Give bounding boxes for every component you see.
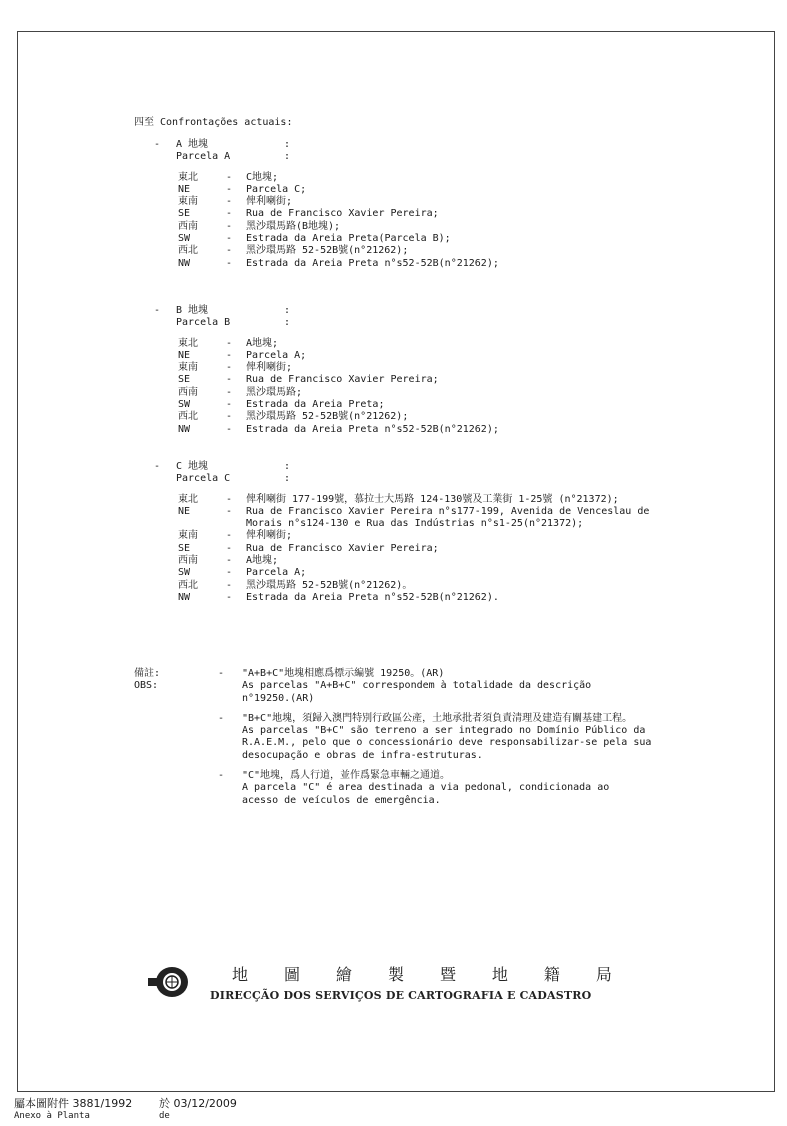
parcel-label-pt: Parcela B <box>176 317 231 329</box>
annex-label-pt: Anexo à Planta <box>14 1111 90 1121</box>
confrontation-row: NW - Estrada da Areia Preta n°s52-52B(n°21262); <box>178 257 499 269</box>
confrontation-row: 西北 - 黑沙環馬路 52-52B號(n°21262)。 <box>178 579 413 591</box>
parcel-label-pt: Parcela C <box>176 473 231 485</box>
confrontation-row: NW - Estrada da Areia Preta n°s52-52B(n°21262); <box>178 423 499 435</box>
confrontation-list <box>178 172 706 270</box>
annex-de: de <box>159 1111 170 1121</box>
notes-section <box>134 668 694 815</box>
confrontation-row: 西北 - 黑沙環馬路 52-52B號(n°21262); <box>178 245 409 257</box>
confrontation-row: NE - Parcela A; <box>178 349 307 361</box>
confrontation-row: 西北 - 黑沙環馬路 52-52B號(n°21262); <box>178 411 409 423</box>
confrontation-row: 西南 - 黑沙環馬路(B地塊); <box>178 220 341 232</box>
confrontation-row: 東南 - 俾利喇街; <box>178 530 293 542</box>
confrontation-row: SE - Rua de Francisco Xavier Pereira; <box>178 208 439 220</box>
section-heading: 四至 Confrontações actuais: <box>134 117 293 128</box>
parcel-colon: : <box>284 461 291 472</box>
parcel-colon: : <box>284 473 291 485</box>
parcel-colon: : <box>284 305 291 316</box>
org-name-pt: DIRECÇÃO DOS SERVIÇOS DE CARTOGRAFIA E CADASTRO <box>210 989 592 1002</box>
bullet-dash: - <box>154 461 161 472</box>
note-item: 備註: OBS: - "A+B+C"地塊相應爲標示編號 19250。(AR) As parcelas "A+B+C" correspondem à totalidade da descrição n°19250.(AR) <box>134 668 694 705</box>
note-text: "B+C"地塊，須歸入澳門特別行政區公產，土地承批者須負責清理及建造有關基建工程。 As parcelas "B+C" são terreno a ser integrado no Domínio Público da R.A.E.M., pelo que o concessionário deve responsabilizar-se pela sua desocupação e obras de infra-estruturas. <box>242 712 652 761</box>
parcel-label-zh: C 地塊 <box>176 461 209 472</box>
annex-number: 屬本圖附件 3881/1992 <box>14 1097 133 1110</box>
confrontation-row: NW - Estrada da Areia Preta n°s52-52B(n°21262). <box>178 591 499 603</box>
confrontation-row: 東北 - A地塊; <box>178 337 279 349</box>
confrontation-row: 東北 - C地塊; <box>178 171 279 183</box>
confrontation-row: SE - Rua de Francisco Xavier Pereira; <box>178 374 439 386</box>
confrontation-row: SW - Parcela A; <box>178 567 307 579</box>
confrontation-row: 東北 - 俾利喇街 177-199號，慕拉士大馬路 124-130號及工業街 1-25號 (n°21372); <box>178 493 619 505</box>
note-text: "A+B+C"地塊相應爲標示編號 19250。(AR) As parcelas "A+B+C" correspondem à totalidade da descrição n°19250.(AR) <box>242 668 592 704</box>
parcel-label-zh: A 地塊 <box>176 139 209 150</box>
confrontation-row: 東南 - 俾利喇街; <box>178 196 293 208</box>
confrontation-row: SW - Estrada da Areia Preta(Parcela B); <box>178 233 451 245</box>
confrontation-row: NE - Parcela C; <box>178 183 307 195</box>
confrontation-row: 西南 - 黑沙環馬路; <box>178 386 303 398</box>
annex-date: 於 03/12/2009 <box>159 1097 237 1110</box>
notes-label: 備註: OBS: <box>134 668 161 692</box>
confrontation-row: SE - Rua de Francisco Xavier Pereira; <box>178 542 439 554</box>
org-name-zh: 地 圖 繪 製 暨 地 籍 局 <box>232 965 612 984</box>
note-text: "C"地塊，爲人行道，並作爲緊急車輛之通道。 A parcela "C" é area destinada a via pedonal, condicionada ao acesso de veículos de emergência. <box>242 770 610 806</box>
note-item: - "B+C"地塊，須歸入澳門特別行政區公產，土地承批者須負責清理及建造有關基建工程。 As parcelas "B+C" são terreno a ser integrado no Domínio Público da R.A.E.M., pelo que o concessionário deve responsabilizar-se pela sua desocupação e obras de infra-estruturas. <box>134 713 694 762</box>
parcel-label-zh: B 地塊 <box>176 305 209 316</box>
confrontation-row: 東南 - 俾利喇街; <box>178 362 293 374</box>
parcel-label-pt: Parcela A <box>176 151 231 163</box>
parcel-c-block <box>154 461 706 604</box>
confrontation-row: 西南 - A地塊; <box>178 555 279 567</box>
confrontation-row: SW - Estrada da Areia Preta; <box>178 399 385 411</box>
footer-annex <box>14 1098 237 1122</box>
bullet-dash: - <box>154 305 161 316</box>
parcel-b-block <box>154 305 706 436</box>
parcel-colon: : <box>284 317 291 329</box>
dscc-logo-icon <box>146 964 192 1000</box>
confrontation-list <box>178 338 706 436</box>
note-item: - "C"地塊，爲人行道，並作爲緊急車輛之通道。 A parcela "C" é area destinada a via pedonal, condicionada ao acesso de veículos de emergência. <box>134 770 694 807</box>
bullet-dash: - <box>154 139 161 150</box>
parcel-a-block <box>154 139 706 270</box>
confrontation-row: NE - Rua de Francisco Xavier Pereira n°s177-199, Avenida de Venceslau de Morais n°s124-130 e Rua das Indústrias n°s1-25(n°21372); <box>178 505 656 530</box>
parcel-colon: : <box>284 139 291 150</box>
confrontation-list <box>178 494 706 605</box>
parcel-colon: : <box>284 151 291 163</box>
